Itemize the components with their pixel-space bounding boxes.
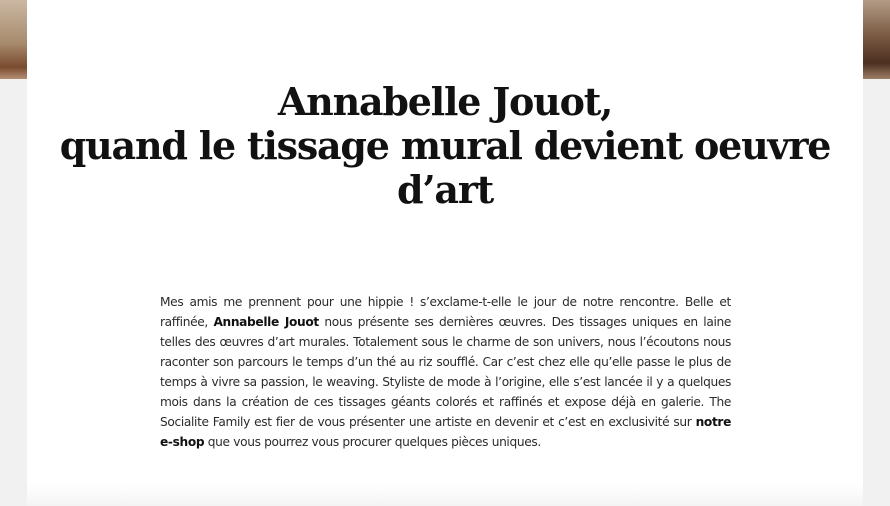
article-title [27,80,863,212]
article-title-line-3: d’art [397,167,493,212]
hero-image-right-edge [863,0,890,79]
article-title-line-1: Annabelle Jouot, [277,79,613,124]
body-middle-text: nous présente ses dernières œuvres. Des tissages uniques en laine telles des œuvres d’art murales. Totalement sous le charme de son univers, nous l’écoutons nous raconter son parcours le temps d’un thé au riz soufflé. Car c’est chez elle qu’elle passe le plus de temps à vivre sa passion, le weaving. Styliste de mode à l’origine, elle s’est lancée il y a quelques mois dans la création de ces tissages géants colorés et raffinés et expose déjà en galerie. The Socialite Family est fier de vous présenter une artiste en devenir et c’est en exclusivité sur [160,315,731,429]
body-end-text: que vous pourrez vous procurer quelques pièces uniques. [204,435,541,449]
body-intro-text: Mes amis me prennent pour une hippie ! s’exclame-t-elle le jour de notre rencontre. Belle et raffinée, [160,295,731,329]
article-title-line-2: quand le tissage mural devient oeuvre [59,123,831,168]
article-body [160,292,731,452]
card-bottom-fade [27,484,863,506]
hero-image-left-edge [0,0,27,79]
eshop-link[interactable]: notre e-shop [160,415,731,449]
artist-name: Annabelle Jouot [213,315,319,329]
article-card [27,0,863,506]
